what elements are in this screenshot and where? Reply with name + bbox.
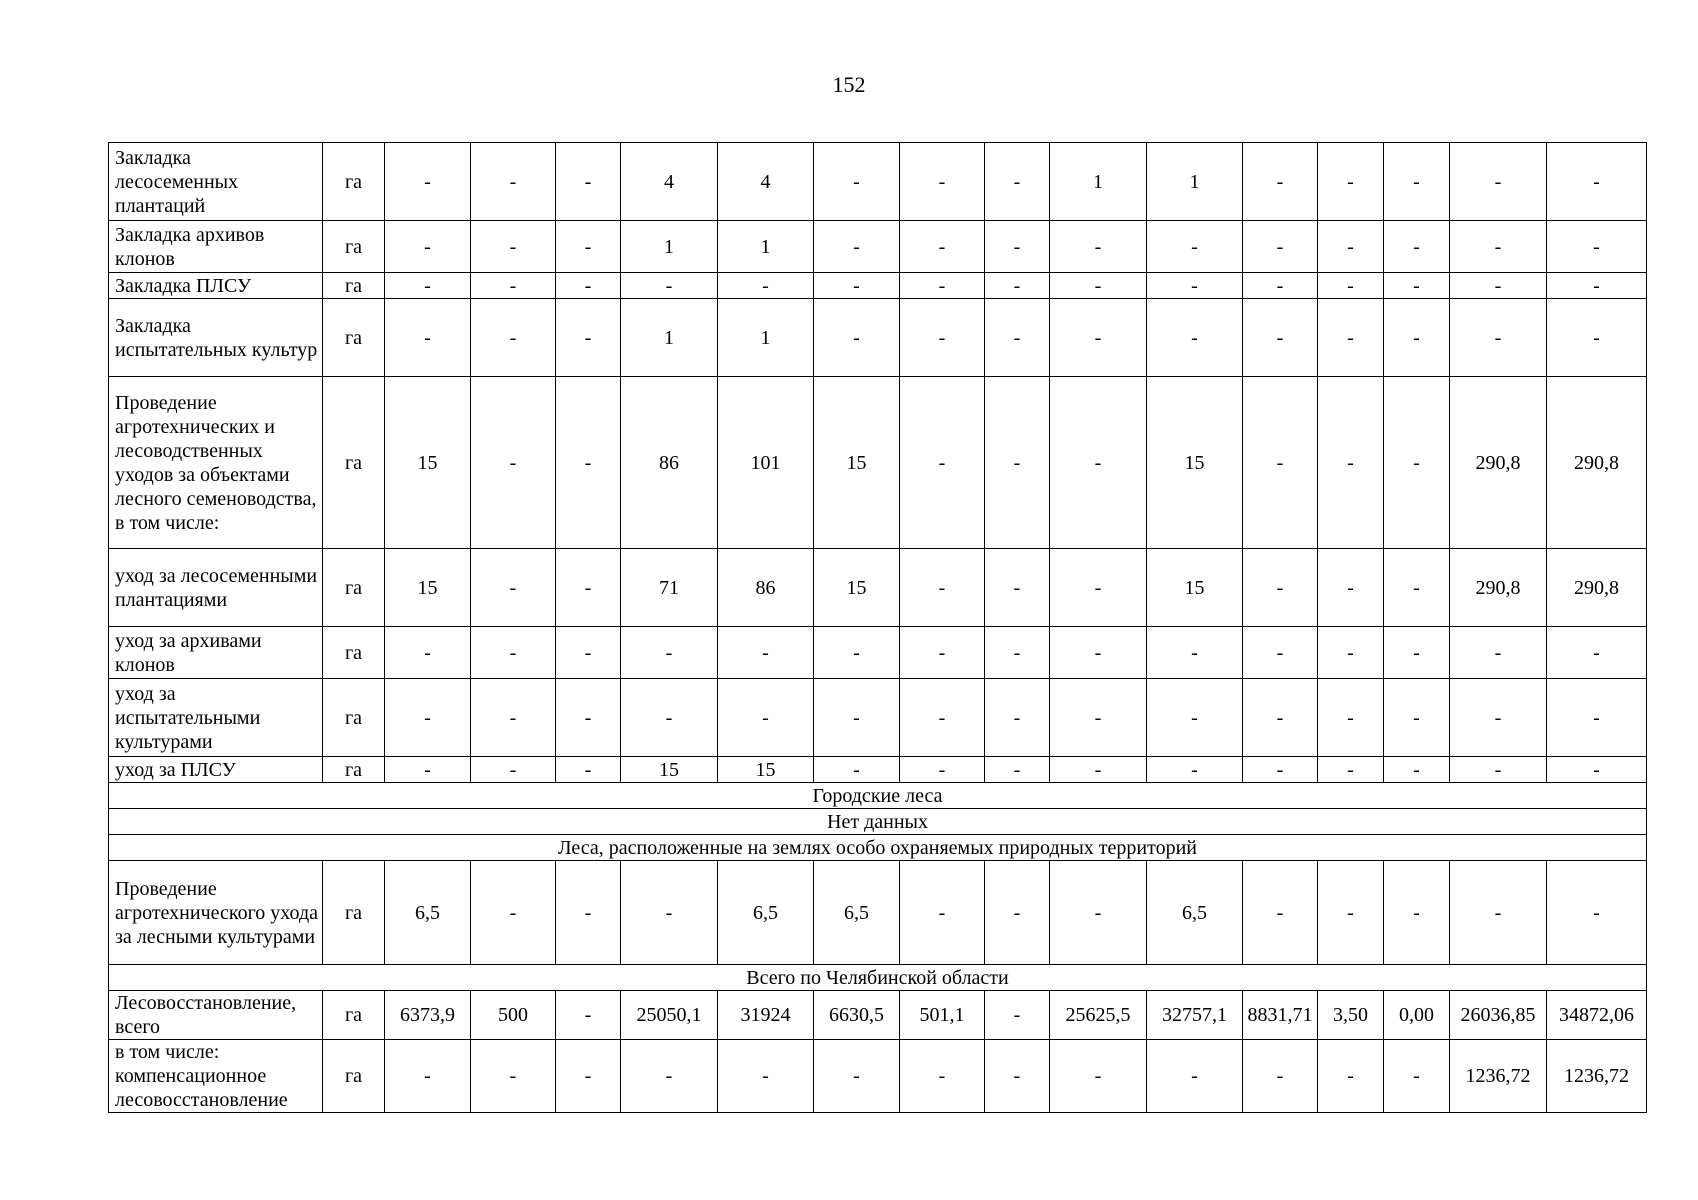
table-cell: - — [471, 627, 556, 679]
table-cell: 4 — [621, 143, 718, 221]
table-cell: 25625,5 — [1050, 991, 1147, 1040]
table-cell: - — [471, 861, 556, 965]
table-cell: - — [1384, 143, 1450, 221]
table-cell: - — [1050, 757, 1147, 783]
table-cell: - — [1384, 679, 1450, 757]
table-cell: 1 — [621, 299, 718, 377]
table-cell: - — [621, 1040, 718, 1113]
table-cell: - — [985, 991, 1050, 1040]
row-name: уход за ПЛСУ — [109, 757, 323, 783]
table-row — [109, 1040, 1647, 1113]
table-cell: - — [621, 273, 718, 299]
table-cell: 32757,1 — [1147, 991, 1243, 1040]
table-cell: - — [1050, 549, 1147, 627]
table-cell: - — [1050, 861, 1147, 965]
table-cell: - — [718, 627, 814, 679]
table-cell: - — [621, 627, 718, 679]
table-cell: - — [900, 377, 985, 549]
table-cell: - — [556, 1040, 621, 1113]
table-cell: - — [385, 757, 471, 783]
table-cell: - — [1243, 143, 1318, 221]
section-header-row — [109, 809, 1647, 835]
table-cell: - — [900, 221, 985, 273]
table-cell: - — [621, 679, 718, 757]
table-cell: 31924 — [718, 991, 814, 1040]
table-cell: - — [900, 549, 985, 627]
row-name: уход за архивами клонов — [109, 627, 323, 679]
row-name: Лесовосстановление, всего — [109, 991, 323, 1040]
table-cell: - — [814, 1040, 900, 1113]
table-cell: - — [985, 377, 1050, 549]
table-cell: - — [1384, 1040, 1450, 1113]
table-cell: 1236,72 — [1450, 1040, 1547, 1113]
table-cell: - — [1243, 273, 1318, 299]
table-cell: - — [1384, 273, 1450, 299]
table-cell: - — [471, 377, 556, 549]
row-unit: га — [323, 273, 385, 299]
table-row — [109, 861, 1647, 965]
table-cell: - — [1050, 1040, 1147, 1113]
table-cell: 1 — [1147, 143, 1243, 221]
row-unit: га — [323, 991, 385, 1040]
section-header-row — [109, 835, 1647, 861]
row-name: уход за лесосеменными плантациями — [109, 549, 323, 627]
table-cell: - — [1384, 221, 1450, 273]
table-cell: - — [471, 757, 556, 783]
table-cell: - — [1318, 221, 1384, 273]
table-cell: 25050,1 — [621, 991, 718, 1040]
table-cell: - — [1384, 757, 1450, 783]
table-cell: 34872,06 — [1547, 991, 1647, 1040]
section-header: Всего по Челябинской области — [109, 965, 1647, 991]
table-cell: - — [1243, 299, 1318, 377]
section-header-row — [109, 965, 1647, 991]
table-cell: 6,5 — [814, 861, 900, 965]
table-cell: - — [1318, 299, 1384, 377]
table-cell: - — [1147, 299, 1243, 377]
table-cell: - — [900, 757, 985, 783]
table-row — [109, 143, 1647, 221]
table-cell: - — [985, 861, 1050, 965]
table-cell: - — [471, 273, 556, 299]
row-name: Проведение агротехнического ухода за лесными культурами — [109, 861, 323, 965]
table-cell: 290,8 — [1547, 549, 1647, 627]
table-cell: - — [900, 299, 985, 377]
table-row — [109, 221, 1647, 273]
table-cell: 86 — [718, 549, 814, 627]
table-cell: - — [385, 627, 471, 679]
table-cell: - — [814, 679, 900, 757]
table-cell: - — [556, 221, 621, 273]
table-cell: - — [1450, 627, 1547, 679]
table-cell: - — [1318, 273, 1384, 299]
table-row — [109, 273, 1647, 299]
table-cell: - — [1147, 757, 1243, 783]
table-cell: - — [1050, 627, 1147, 679]
table-cell: - — [900, 861, 985, 965]
table-cell: - — [1318, 861, 1384, 965]
table-cell: - — [556, 757, 621, 783]
row-unit: га — [323, 861, 385, 965]
table-cell: - — [1243, 221, 1318, 273]
table-cell: - — [900, 1040, 985, 1113]
table-cell: - — [471, 1040, 556, 1113]
row-unit: га — [323, 143, 385, 221]
table-cell: 1 — [621, 221, 718, 273]
table-cell: - — [1318, 549, 1384, 627]
table-cell: - — [385, 1040, 471, 1113]
table-cell: - — [718, 679, 814, 757]
table-cell: - — [1547, 299, 1647, 377]
table-cell: 6,5 — [1147, 861, 1243, 965]
row-unit: га — [323, 377, 385, 549]
table-cell: 4 — [718, 143, 814, 221]
table-cell: - — [1450, 757, 1547, 783]
table-cell: - — [385, 143, 471, 221]
table-cell: - — [1547, 627, 1647, 679]
row-unit: га — [323, 221, 385, 273]
table-cell: 15 — [385, 377, 471, 549]
section-header: Леса, расположенные на землях особо охраняемых природных территорий — [109, 835, 1647, 861]
row-name: Проведение агротехнических и лесоводственных уходов за объектами лесного семеноводства, в том числе: — [109, 377, 323, 549]
table-cell: - — [556, 627, 621, 679]
table-cell: 1236,72 — [1547, 1040, 1647, 1113]
table-cell: 6,5 — [385, 861, 471, 965]
table-cell: 1 — [718, 299, 814, 377]
table-cell: - — [814, 299, 900, 377]
page-number: 152 — [832, 72, 866, 97]
table-row — [109, 299, 1647, 377]
table-cell: 71 — [621, 549, 718, 627]
table-cell: - — [985, 549, 1050, 627]
table-cell: - — [385, 679, 471, 757]
table-cell: - — [1547, 679, 1647, 757]
row-unit: га — [323, 1040, 385, 1113]
table-cell: - — [1147, 679, 1243, 757]
section-header: Нет данных — [109, 809, 1647, 835]
forest-works-table — [108, 142, 1647, 1113]
table-cell: - — [1384, 377, 1450, 549]
row-unit: га — [323, 549, 385, 627]
table-cell: - — [1450, 861, 1547, 965]
table-cell: - — [985, 757, 1050, 783]
table-cell: - — [1450, 143, 1547, 221]
table-cell: - — [1450, 299, 1547, 377]
row-name: уход за испытательными культурами — [109, 679, 323, 757]
table-row — [109, 549, 1647, 627]
table-cell: 15 — [1147, 549, 1243, 627]
table-cell: - — [1243, 679, 1318, 757]
table-cell: - — [718, 273, 814, 299]
table-cell: - — [1318, 143, 1384, 221]
table-cell: - — [556, 273, 621, 299]
table-cell: - — [1147, 273, 1243, 299]
table-row — [109, 377, 1647, 549]
table-cell: 101 — [718, 377, 814, 549]
table-cell: - — [814, 273, 900, 299]
table-cell: - — [556, 991, 621, 1040]
table-cell: 86 — [621, 377, 718, 549]
table-cell: 8831,71 — [1243, 991, 1318, 1040]
table-cell: - — [1243, 861, 1318, 965]
table-cell: - — [1547, 861, 1647, 965]
table-cell: - — [385, 221, 471, 273]
table-cell: - — [471, 679, 556, 757]
table-cell: - — [1547, 221, 1647, 273]
table-cell: - — [556, 377, 621, 549]
table-cell: 500 — [471, 991, 556, 1040]
table-cell: 6,5 — [718, 861, 814, 965]
table-cell: - — [1147, 1040, 1243, 1113]
table-cell: - — [385, 299, 471, 377]
table-cell: 15 — [814, 377, 900, 549]
table-cell: - — [471, 143, 556, 221]
table-cell: - — [900, 143, 985, 221]
row-unit: га — [323, 627, 385, 679]
row-name: Закладка испытательных культур — [109, 299, 323, 377]
row-unit: га — [323, 299, 385, 377]
table-cell: 15 — [814, 549, 900, 627]
table-cell: - — [1547, 273, 1647, 299]
table-cell: 0,00 — [1384, 991, 1450, 1040]
table-cell: - — [1050, 377, 1147, 549]
table-cell: - — [471, 221, 556, 273]
table-cell: - — [1147, 627, 1243, 679]
table-cell: 15 — [718, 757, 814, 783]
table-cell: - — [1050, 299, 1147, 377]
table-cell: - — [718, 1040, 814, 1113]
table-cell: 1 — [718, 221, 814, 273]
table-cell: - — [1243, 377, 1318, 549]
table-cell: - — [985, 627, 1050, 679]
table-cell: - — [1450, 221, 1547, 273]
table-cell: - — [1243, 627, 1318, 679]
row-name: Закладка ПЛСУ — [109, 273, 323, 299]
table-cell: - — [1243, 1040, 1318, 1113]
table-cell: - — [1318, 757, 1384, 783]
table-cell: - — [1384, 861, 1450, 965]
table-cell: - — [556, 299, 621, 377]
table-row — [109, 991, 1647, 1040]
table-cell: - — [556, 679, 621, 757]
table-cell: - — [1384, 549, 1450, 627]
table-cell: - — [1243, 549, 1318, 627]
table-cell: - — [1147, 221, 1243, 273]
table-cell: - — [621, 861, 718, 965]
table-cell: - — [1050, 679, 1147, 757]
table-cell: 290,8 — [1547, 377, 1647, 549]
table-cell: - — [814, 757, 900, 783]
table-cell: - — [1547, 757, 1647, 783]
table-row — [109, 627, 1647, 679]
table-cell: 1 — [1050, 143, 1147, 221]
table-cell: - — [556, 861, 621, 965]
table-cell: 290,8 — [1450, 549, 1547, 627]
table-cell: - — [985, 1040, 1050, 1113]
table-cell: 15 — [621, 757, 718, 783]
table-cell: - — [900, 679, 985, 757]
table-cell: - — [1384, 299, 1450, 377]
table-cell: 3,50 — [1318, 991, 1384, 1040]
table-cell: - — [985, 299, 1050, 377]
table-cell: - — [1243, 757, 1318, 783]
table-cell: 501,1 — [900, 991, 985, 1040]
table-cell: - — [471, 549, 556, 627]
row-unit: га — [323, 757, 385, 783]
table-cell: - — [814, 143, 900, 221]
section-header: Городские леса — [109, 783, 1647, 809]
table-cell: - — [471, 299, 556, 377]
table-cell: - — [385, 273, 471, 299]
table-cell: - — [1450, 679, 1547, 757]
table-cell: - — [985, 273, 1050, 299]
table-cell: 290,8 — [1450, 377, 1547, 549]
table-cell: - — [985, 679, 1050, 757]
section-header-row — [109, 783, 1647, 809]
table-cell: 6373,9 — [385, 991, 471, 1040]
table-row — [109, 679, 1647, 757]
table-cell: - — [556, 549, 621, 627]
table-cell: - — [1384, 627, 1450, 679]
table-cell: 6630,5 — [814, 991, 900, 1040]
row-name: Закладка архивов клонов — [109, 221, 323, 273]
table-cell: - — [985, 143, 1050, 221]
table-cell: 26036,85 — [1450, 991, 1547, 1040]
table-cell: - — [1050, 221, 1147, 273]
table-cell: - — [1318, 377, 1384, 549]
row-name: Закладка лесосеменных плантаций — [109, 143, 323, 221]
table-cell: - — [900, 273, 985, 299]
table-cell: - — [1547, 143, 1647, 221]
table-cell: - — [814, 221, 900, 273]
table-cell: - — [1050, 273, 1147, 299]
table-cell: - — [900, 627, 985, 679]
table-cell: - — [1318, 1040, 1384, 1113]
table-cell: - — [1450, 273, 1547, 299]
table-cell: - — [1318, 679, 1384, 757]
table-cell: - — [814, 627, 900, 679]
table-row — [109, 757, 1647, 783]
table-cell: 15 — [385, 549, 471, 627]
table-cell: - — [556, 143, 621, 221]
table-cell: - — [985, 221, 1050, 273]
row-unit: га — [323, 679, 385, 757]
row-name: в том числе: компенсационное лесовосстановление — [109, 1040, 323, 1113]
table-cell: 15 — [1147, 377, 1243, 549]
table-cell: - — [1318, 627, 1384, 679]
